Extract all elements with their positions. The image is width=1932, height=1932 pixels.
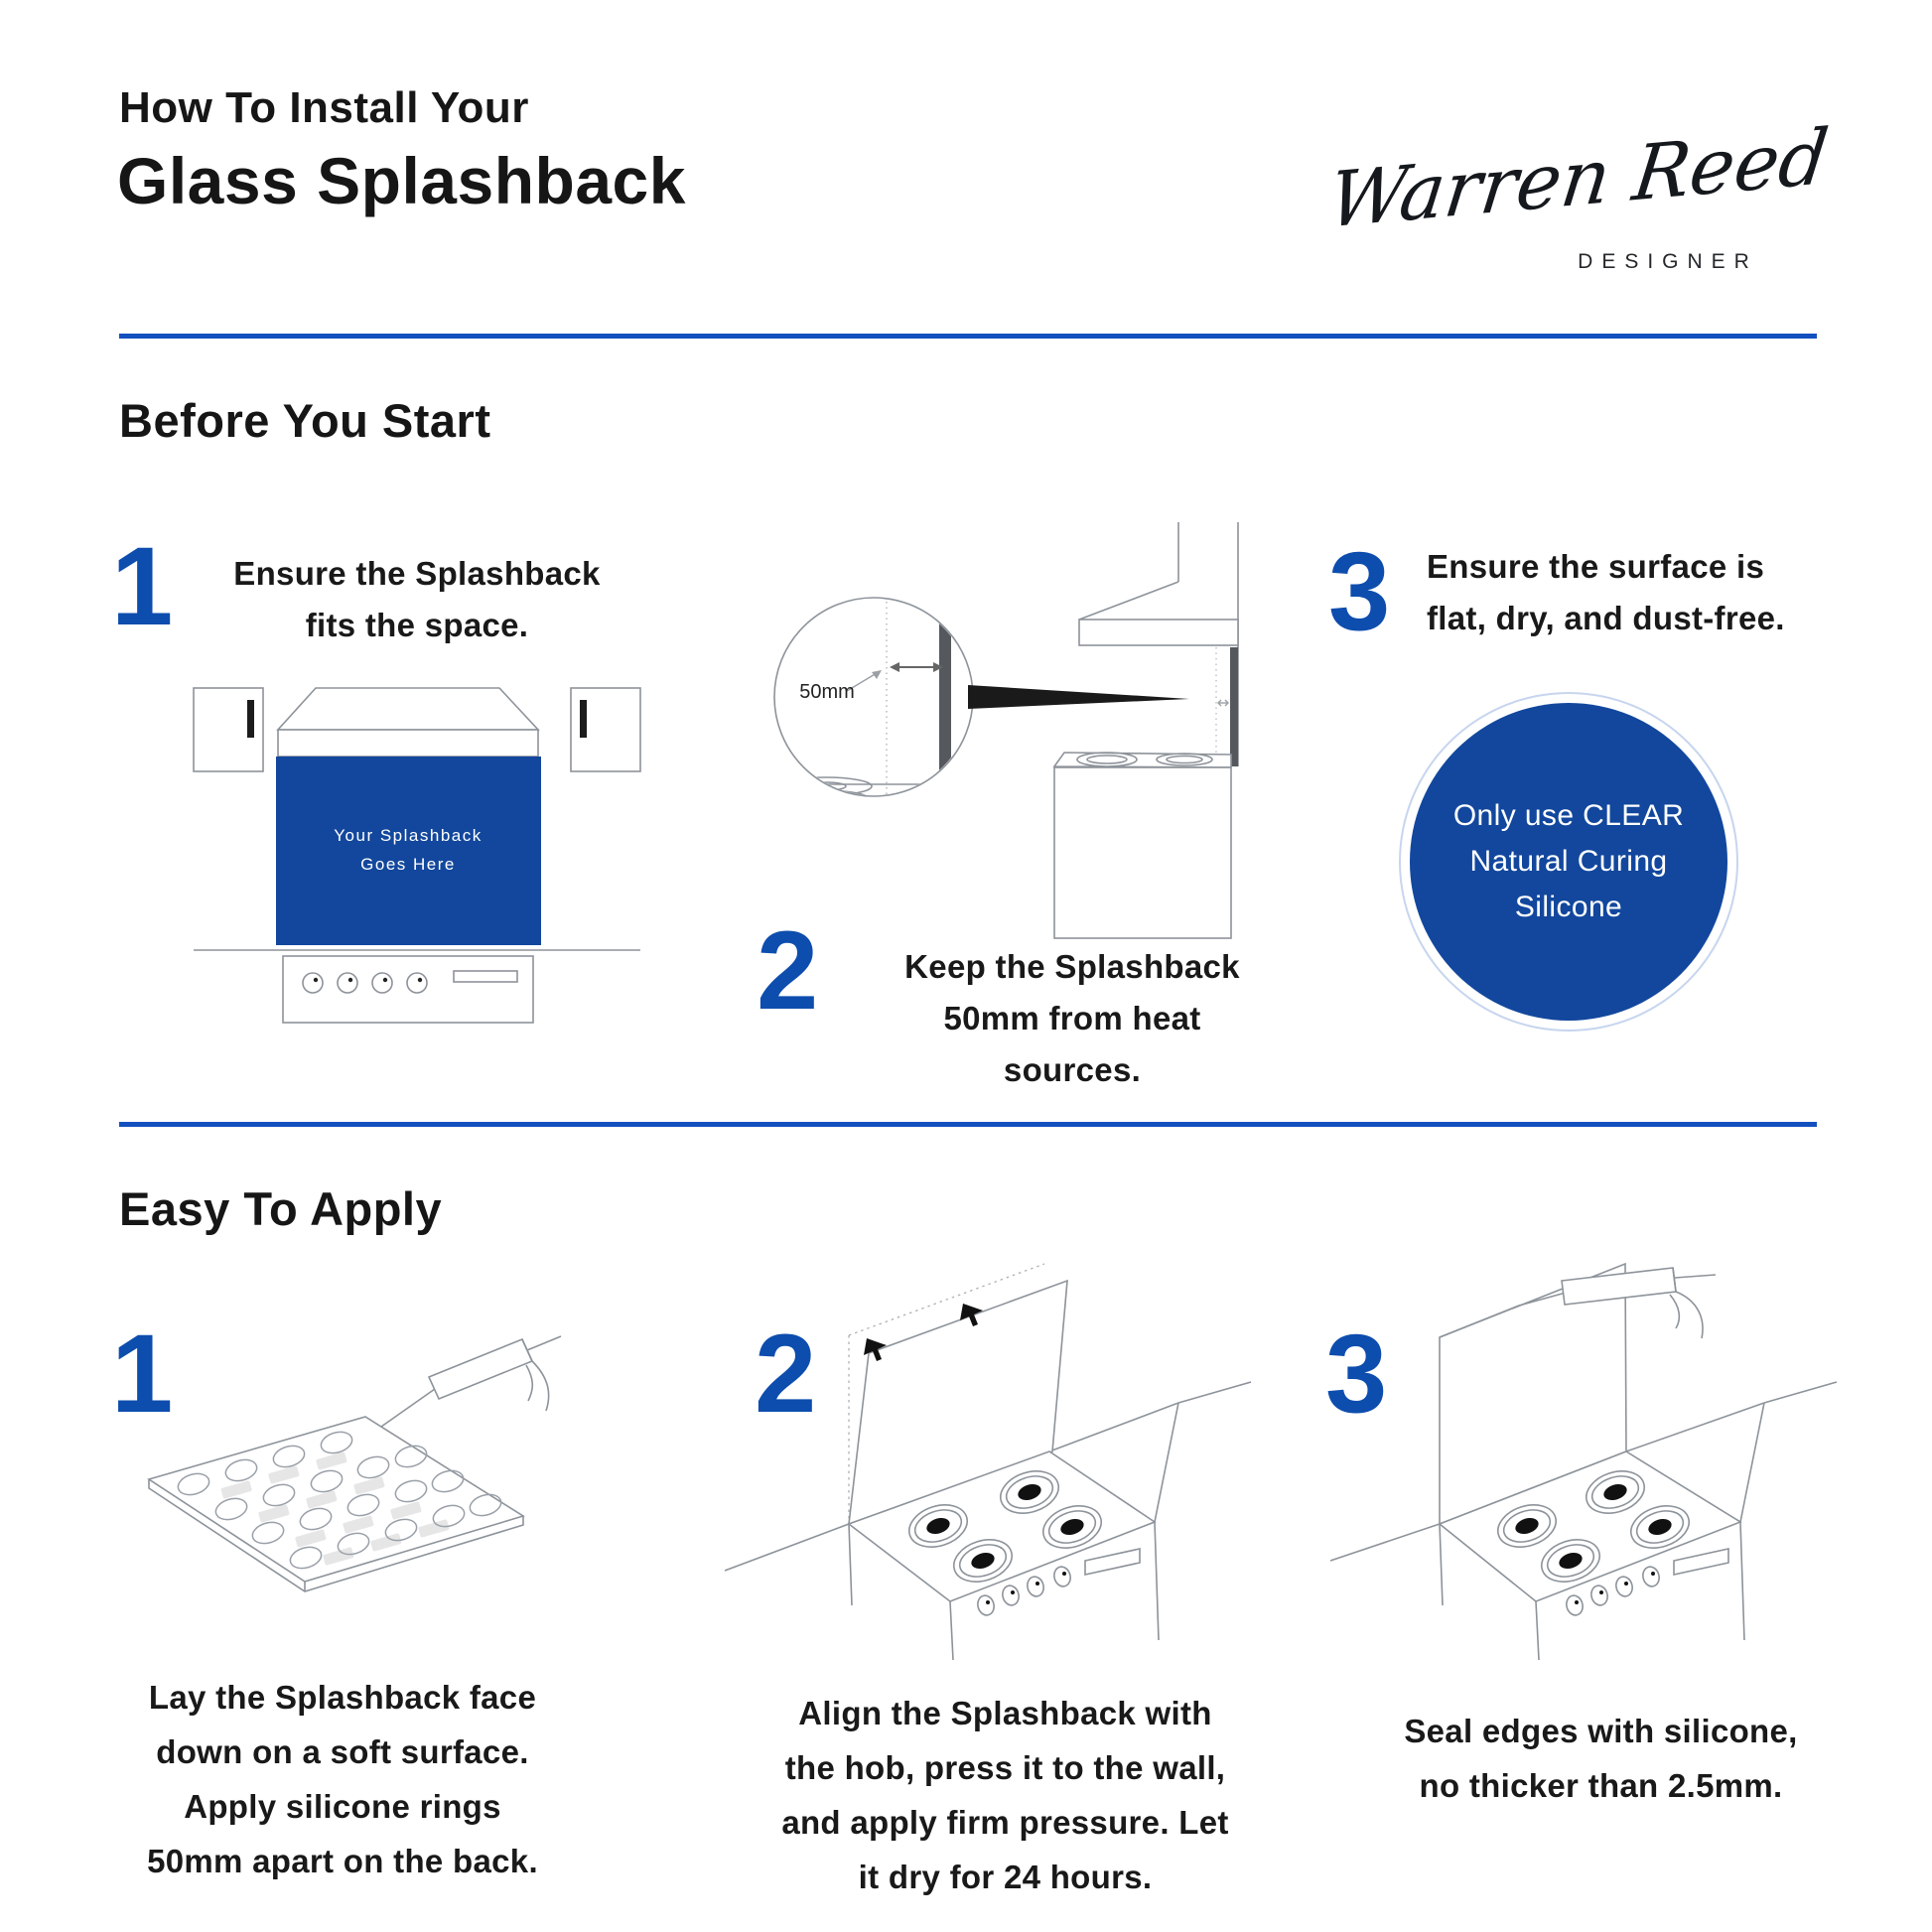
apply-step2-number: 2 <box>755 1311 817 1436</box>
text-line: Seal edges with silicone, <box>1404 1713 1798 1749</box>
splashback-label-line1: Your Splashback <box>334 826 483 845</box>
left-cabinet <box>194 688 263 771</box>
text-line: Ensure the Splashback <box>233 555 601 592</box>
apply-step3-number: 3 <box>1325 1311 1388 1436</box>
text-line: no thicker than 2.5mm. <box>1419 1767 1783 1804</box>
display-panel <box>1085 1549 1140 1575</box>
splashback-panel <box>276 757 541 945</box>
brand-signature-logo: Warren Reed <box>1323 111 1834 245</box>
gap-arrow-icon <box>1218 700 1228 706</box>
text-line: sources. <box>1003 1051 1142 1088</box>
note-line: Silicone <box>1514 891 1623 923</box>
cabinet-handle <box>580 700 587 738</box>
press-to-wall-diagram <box>695 1263 1251 1660</box>
text-line: and apply firm pressure. Let <box>781 1804 1229 1841</box>
text-line: 50mm apart on the back. <box>147 1843 538 1879</box>
before-step1-text <box>184 548 650 651</box>
seal-edges-diagram <box>1281 1263 1876 1660</box>
cooker-hood <box>278 688 538 757</box>
section-divider <box>119 334 1817 339</box>
caulk-gun-icon <box>381 1336 561 1427</box>
before-step3-text <box>1427 541 1903 644</box>
text-line: Ensure the surface is <box>1427 548 1765 585</box>
measure-label: 50mm <box>799 681 855 703</box>
note-line: Only use CLEAR <box>1452 799 1685 832</box>
note-line: Natural Curing <box>1469 845 1668 878</box>
right-cabinet <box>571 688 640 771</box>
apply-step2-caption <box>690 1686 1320 1904</box>
side-view-hob <box>1054 753 1231 938</box>
text-line: down on a soft surface. <box>156 1733 529 1770</box>
stove-front <box>283 956 533 1023</box>
apply-step1-number: 1 <box>111 1311 174 1436</box>
text-line: Lay the Splashback face <box>148 1679 537 1716</box>
splashback-laid-flat <box>149 1417 523 1591</box>
page-title: Glass Splashback <box>117 144 686 217</box>
text-line: it dry for 24 hours. <box>858 1859 1153 1895</box>
brand-subtitle: DESIGNER <box>1578 250 1758 273</box>
section-heading-apply: Easy To Apply <box>119 1182 443 1235</box>
text-line: flat, dry, and dust-free. <box>1427 600 1785 636</box>
before-step3-number: 3 <box>1328 529 1391 653</box>
splashback-label-line2: Goes Here <box>360 855 456 874</box>
side-view-hood <box>1079 522 1238 766</box>
silicone-application-diagram <box>139 1325 576 1613</box>
apply-step3-caption <box>1320 1704 1881 1813</box>
callout-wedge <box>968 685 1189 709</box>
splashback-edge-bar <box>939 621 951 789</box>
text-line: Align the Splashback with <box>798 1695 1212 1731</box>
text-line: fits the space. <box>305 607 529 643</box>
heat-distance-diagram <box>735 516 1251 943</box>
text-line: Keep the Splashback <box>904 948 1240 985</box>
splashback-edge-bar <box>1230 647 1238 766</box>
display-panel <box>1674 1549 1728 1575</box>
section-divider <box>119 1122 1817 1127</box>
apply-step1-caption <box>94 1670 591 1888</box>
page-pretitle: How To Install Your <box>119 83 529 132</box>
text-line: the hob, press it to the wall, <box>784 1749 1226 1786</box>
cabinet-handle <box>247 700 254 738</box>
text-line: 50mm from heat <box>943 1000 1201 1036</box>
fit-diagram <box>184 655 650 1062</box>
before-step2-number: 2 <box>757 908 819 1033</box>
before-step1-number: 1 <box>111 524 174 648</box>
section-heading-before: Before You Start <box>119 394 491 447</box>
before-step2-text <box>844 941 1301 1096</box>
text-line: Apply silicone rings <box>184 1788 501 1825</box>
silicone-note-badge <box>1410 703 1727 1021</box>
